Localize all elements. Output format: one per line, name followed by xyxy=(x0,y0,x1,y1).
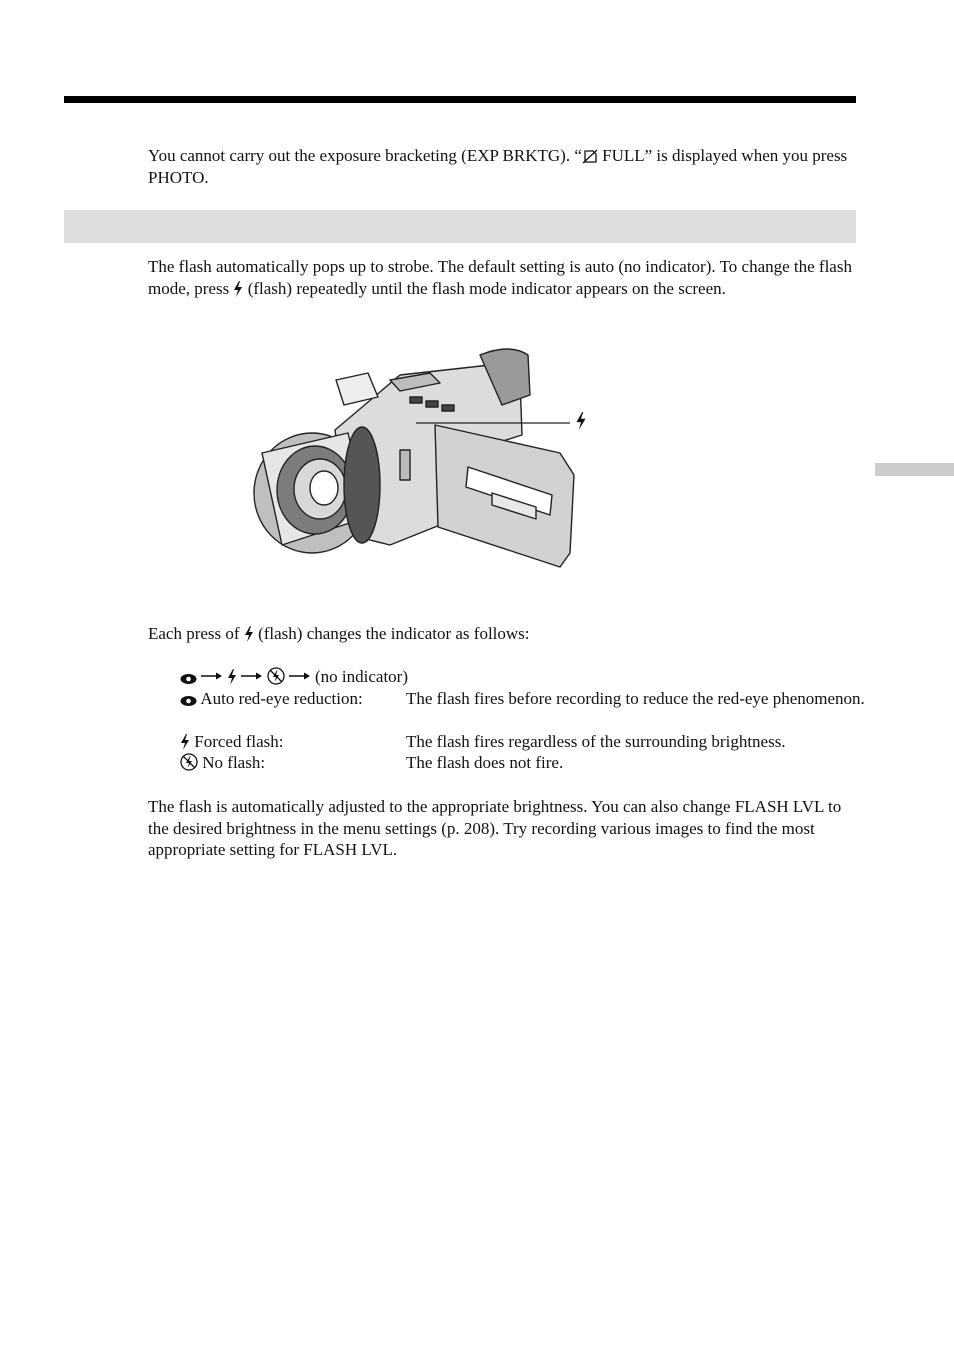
arrow-right-icon xyxy=(241,671,263,681)
flash-icon xyxy=(180,734,190,750)
arrow-right-icon xyxy=(289,671,311,681)
mode-label-text: No flash: xyxy=(202,753,266,772)
intro-text-before: You cannot carry out the exposure bracketing (EXP BRKTG). “ xyxy=(148,146,582,165)
red-eye-icon xyxy=(180,695,197,707)
flash-intro-paragraph xyxy=(148,256,853,299)
mode-label-text: Forced flash: xyxy=(194,732,284,751)
section-heading-band xyxy=(64,210,856,243)
sequence-end-label: (no indicator) xyxy=(315,667,408,686)
chapter-side-tab xyxy=(875,463,954,476)
arrow-right-icon xyxy=(201,671,223,681)
top-rule xyxy=(64,96,856,103)
mode-label-red-eye xyxy=(180,688,363,710)
red-eye-icon xyxy=(180,673,197,685)
mode-description: The flash fires before recording to reduce the red-eye phenomenon. xyxy=(406,689,865,708)
each-press-text-after: (flash) changes the indicator as follows: xyxy=(253,624,530,643)
mode-label-text: Auto red-eye reduction: xyxy=(200,689,363,708)
intro-paragraph xyxy=(148,145,853,188)
flash-icon xyxy=(574,412,588,430)
camcorder-illustration xyxy=(240,335,600,580)
card-full-icon xyxy=(582,149,598,164)
flash-icon xyxy=(244,626,254,642)
flash-mode-sequence xyxy=(180,666,408,688)
flash-icon xyxy=(227,669,237,685)
mode-label-forced-flash xyxy=(180,731,283,753)
intro-text-after: FULL” is displayed when you press PHOTO. xyxy=(148,146,848,187)
flash-icon xyxy=(233,281,243,297)
camcorder-icon xyxy=(254,349,574,567)
no-flash-icon xyxy=(180,753,198,771)
no-flash-icon xyxy=(267,667,285,685)
flash-intro-text-before: The flash automatically pops up to strobe. The default setting is auto (no indicator). To change the flash mode, press xyxy=(148,257,852,298)
closing-paragraph: The flash is automatically adjusted to the appropriate brightness. You can also change FLASH LVL to the desired brightness in the menu settings (p. 208). Try recording various images to find the most appropriate setting for FLASH LVL. xyxy=(148,797,842,859)
mode-description: The flash fires regardless of the surrounding brightness. xyxy=(406,732,786,751)
each-press-paragraph xyxy=(148,623,853,645)
mode-description: The flash does not fire. xyxy=(406,753,564,772)
flash-intro-text-after: (flash) repeatedly until the flash mode indicator appears on the screen. xyxy=(243,278,726,298)
mode-label-no-flash xyxy=(180,752,265,774)
each-press-text-before: Each press of xyxy=(148,624,244,643)
